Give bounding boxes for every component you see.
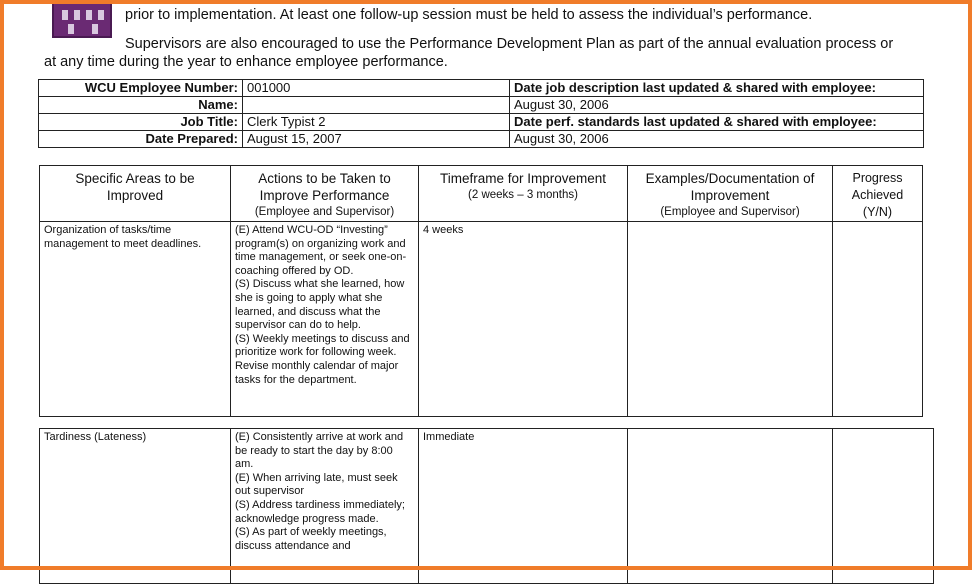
header-examples bbox=[628, 166, 833, 222]
actions-cell: (E) Attend WCU-OD “Investing” program(s) on organizing work and time management, or seek one-on-coaching offered by OD. (S) Discuss what she learned, how she is going to apply what she learned, and discuss what the supervisor can do to help. (S) Weekly meetings to discuss and prioritize work for following week. Revise monthly calendar of major tasks for the department. bbox=[231, 222, 419, 417]
performance-standards-date-value: August 30, 2006 bbox=[510, 131, 924, 148]
table-row bbox=[40, 222, 923, 417]
intro-line-1: prior to implementation. At least one follow-up session must be held to assess the individual’s performance. bbox=[125, 7, 813, 23]
header-progress-title: Progress Achieved bbox=[851, 171, 904, 202]
info-row bbox=[39, 114, 924, 131]
area-cell: Tardiness (Lateness) bbox=[40, 429, 231, 584]
logo-window bbox=[86, 10, 92, 20]
performance-plan-table-continued bbox=[39, 428, 934, 584]
logo-window bbox=[62, 10, 68, 20]
timeframe-cell: 4 weeks bbox=[419, 222, 628, 417]
intro-line-2: Supervisors are also encouraged to use the Performance Development Plan as part of the annual evaluation process or bbox=[125, 36, 894, 52]
area-cell: Organization of tasks/time management to meet deadlines. bbox=[40, 222, 231, 417]
employee-number-label: WCU Employee Number: bbox=[39, 80, 243, 97]
header-actions-subtitle: (Employee and Supervisor) bbox=[254, 206, 395, 218]
progress-cell bbox=[833, 429, 934, 584]
header-timeframe-title: Timeframe for Improvement bbox=[439, 171, 607, 186]
examples-cell bbox=[628, 222, 833, 417]
date-prepared-label: Date Prepared: bbox=[39, 131, 243, 148]
header-examples-title: Examples/Documentation of Improvement bbox=[645, 171, 815, 203]
logo-window bbox=[74, 10, 80, 20]
logo-window bbox=[92, 24, 98, 34]
header-progress-subtitle: (Y/N) bbox=[862, 205, 893, 219]
job-title-value: Clerk Typist 2 bbox=[243, 114, 510, 131]
table-row bbox=[40, 429, 934, 584]
plan-header-row bbox=[40, 166, 923, 222]
header-examples-subtitle: (Employee and Supervisor) bbox=[660, 206, 800, 218]
university-logo bbox=[52, 0, 112, 38]
name-value bbox=[243, 97, 510, 114]
job-description-date-label: Date job description last updated & shared with employee: bbox=[510, 80, 924, 97]
job-title-label: Job Title: bbox=[39, 114, 243, 131]
info-row bbox=[39, 80, 924, 97]
header-areas-title: Specific Areas to be Improved bbox=[75, 171, 195, 203]
header-timeframe bbox=[419, 166, 628, 222]
actions-cell: (E) Consistently arrive at work and be ready to start the day by 8:00 am. (E) When arriving late, must seek out supervisor (S) Address tardiness immediately; acknowledge progress made. (S) As part of weekly meetings, discuss attendance and bbox=[231, 429, 419, 584]
employee-info-table bbox=[38, 79, 924, 148]
job-description-date-value: August 30, 2006 bbox=[510, 97, 924, 114]
progress-cell bbox=[833, 222, 923, 417]
logo-window bbox=[68, 24, 74, 34]
performance-plan-table bbox=[39, 165, 923, 417]
logo-window bbox=[98, 10, 104, 20]
info-row bbox=[39, 97, 924, 114]
performance-standards-date-label: Date perf. standards last updated & shared with employee: bbox=[510, 114, 924, 131]
header-progress bbox=[833, 166, 923, 222]
timeframe-cell: Immediate bbox=[419, 429, 628, 584]
employee-number-value: 001000 bbox=[243, 80, 510, 97]
header-areas bbox=[40, 166, 231, 222]
header-actions bbox=[231, 166, 419, 222]
date-prepared-value: August 15, 2007 bbox=[243, 131, 510, 148]
header-actions-title: Actions to be Taken to Improve Performance bbox=[258, 171, 391, 203]
intro-line-3: at any time during the year to enhance employee performance. bbox=[44, 54, 448, 70]
header-timeframe-subtitle: (2 weeks – 3 months) bbox=[468, 189, 578, 201]
info-row bbox=[39, 131, 924, 148]
examples-cell bbox=[628, 429, 833, 584]
name-label: Name: bbox=[39, 97, 243, 114]
